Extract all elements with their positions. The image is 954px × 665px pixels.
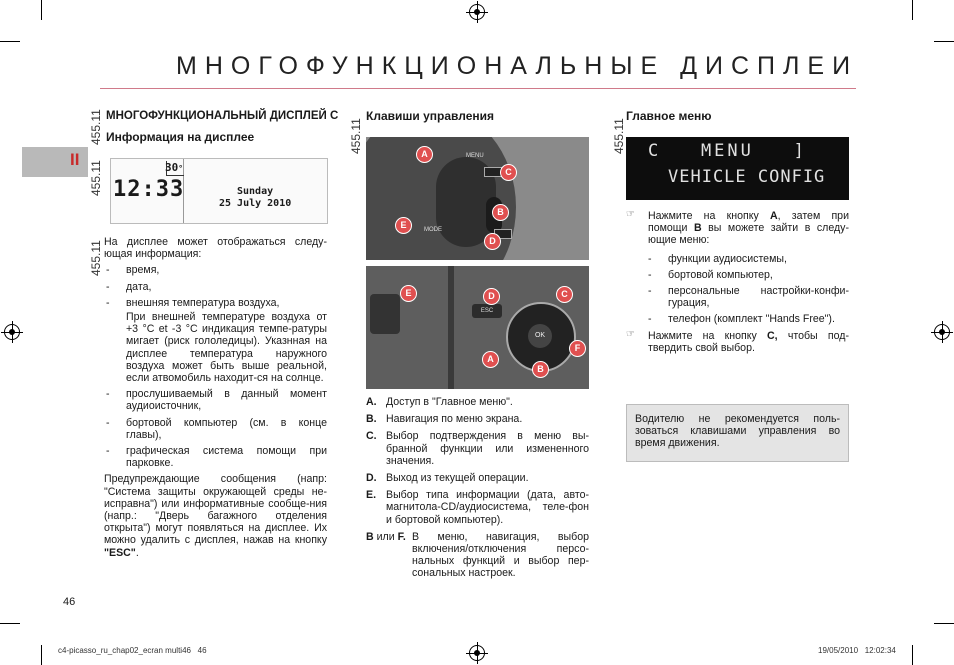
instruction-step: ☞ Нажмите на кнопку C, чтобы под-твердить свой выбор. — [626, 330, 849, 354]
main-menu-display — [626, 137, 849, 200]
instruction-step: ☞ Нажмите на кнопку A, затем при помощи B вы можете зайти в следу-ющие меню: — [626, 210, 849, 247]
crop-mark — [0, 41, 20, 42]
crop-mark — [934, 41, 954, 42]
paragraph: Предупреждающие сообщения (напр: "Система защиты окружающей среды не-исправна") или информативные сообще-ния (напр.: "Дверь багажного отделения открыта") могут появляться на дисплее. Их можно удалить с дисплея, нажав на кнопку "ESC". — [104, 473, 327, 559]
section-heading: МНОГОФУНКЦИОНАЛЬНЫЙ ДИСПЛЕЙ С — [106, 110, 339, 122]
display-day: Sunday — [237, 186, 274, 197]
callout-a: A — [482, 351, 499, 368]
legend-item: B. Навигация по меню экрана. — [366, 413, 523, 426]
section-code: 455.11 — [89, 160, 103, 196]
callout-a: A — [416, 146, 433, 163]
menu-option: - персональные настройки-конфи-гурация, — [646, 285, 849, 309]
callout-b: B — [532, 361, 549, 378]
legend-item: E. Выбор типа информации (дата, авто-магнитола-CD/аудиосистема, теле-фон и бортовой компьютер). — [366, 489, 589, 526]
paragraph: При внешней температуре воздуха от +3 °C et -3 °C индикация темпе-ратуры мигает (риск гололедицы). Указнная на дисплее температура наружного воздуха может быть выше реальной, если атвомобиль находит-ся на солнце. — [126, 311, 327, 385]
legend-item: A. Доступ в "Главное меню". — [366, 396, 513, 408]
safety-note: Водителю не рекомендуется поль-зоваться клавишами управления во время движения. — [626, 404, 849, 462]
footer-file-info: c4-picasso_ru_chap02_ecran multi46 46 — [58, 646, 207, 655]
crop-mark — [0, 623, 20, 624]
list-item: - дата, — [104, 281, 327, 293]
multifunction-display-preview — [110, 158, 328, 224]
steering-controls-photo — [366, 137, 589, 260]
list-item: - прослушиваемый в данный момент аудиоисточник, — [104, 388, 327, 412]
section-heading: Главное меню — [626, 109, 712, 123]
registration-mark-icon — [469, 4, 485, 20]
outside-temperature: 30° — [165, 161, 184, 174]
list-item: - бортовой компьютер (см. в конце главы), — [104, 417, 327, 441]
callout-c: C — [556, 286, 573, 303]
list-item: - графическая система помощи при парковке. — [104, 445, 327, 469]
footer-timestamp: 19/05/2010 12:02:34 — [818, 646, 896, 655]
page-number: 46 — [63, 596, 76, 608]
column-display-info — [104, 236, 327, 559]
section-code: 455.11 — [89, 109, 103, 145]
clock-time: 12:33 — [113, 177, 185, 202]
menu-button: MENU — [466, 153, 484, 159]
section-heading: Клавиши управления — [366, 109, 494, 123]
legend-item: B или F. В меню, навигация, выбор включения/отключения персо-нальных функций и выбор пер-сональных настроек. — [366, 530, 589, 580]
chapter-tab-label: II — [70, 150, 80, 169]
list-item: - внешняя температура воздуха, — [104, 297, 327, 309]
section-code: 455.11 — [349, 118, 363, 154]
registration-mark-icon — [469, 645, 485, 661]
crop-mark — [41, 645, 42, 665]
panel-divider — [448, 266, 454, 389]
crop-mark — [912, 0, 913, 20]
registration-mark-icon — [4, 324, 20, 340]
callout-b: B — [492, 204, 509, 221]
callout-d: D — [483, 288, 500, 305]
crop-mark — [934, 623, 954, 624]
crop-mark — [912, 645, 913, 665]
callout-d: D — [484, 233, 501, 250]
crop-mark — [41, 0, 42, 20]
dashboard-controls-photo — [366, 266, 589, 389]
menu-option: - функции аудиосистемы, — [646, 253, 849, 265]
display-line-vehicle-config: VEHICLE CONFIG — [668, 167, 826, 187]
list-item: - время, — [104, 264, 327, 276]
ok-button: OK — [528, 324, 552, 348]
controls-legend — [366, 396, 589, 585]
menu-option: - телефон (комплект "Hands Free"). — [646, 313, 849, 325]
callout-e: E — [395, 217, 412, 234]
display-date: 25 July 2010 — [219, 198, 292, 209]
paragraph: На дисплее может отображаться следу-ющая информация: — [104, 236, 327, 261]
menu-option: - бортовой компьютер, — [646, 269, 849, 281]
page-title: МНОГОФУНКЦИОНАЛЬНЫЕ ДИСПЛЕИ — [176, 52, 859, 80]
legend-item: C. Выбор подтверждения в меню вы-бранной функции или измененного значения. — [366, 430, 589, 467]
legend-item: D. Выход из текущей операции. — [366, 472, 529, 485]
callout-c: C — [500, 164, 517, 181]
callout-e: E — [400, 285, 417, 302]
registration-mark-icon — [934, 324, 950, 340]
section-subheading: Информация на дисплее — [106, 130, 255, 144]
display-line-menu: C MENU ] — [648, 141, 807, 161]
section-code: 455.11 — [612, 118, 626, 154]
main-menu-instructions — [626, 210, 849, 354]
mode-button: MODE — [424, 227, 442, 233]
callout-f: F — [569, 340, 586, 357]
title-rule — [100, 88, 856, 89]
mode-button-left — [370, 294, 400, 334]
section-code: 455.11 — [89, 240, 103, 276]
esc-button: ESC — [472, 304, 502, 318]
